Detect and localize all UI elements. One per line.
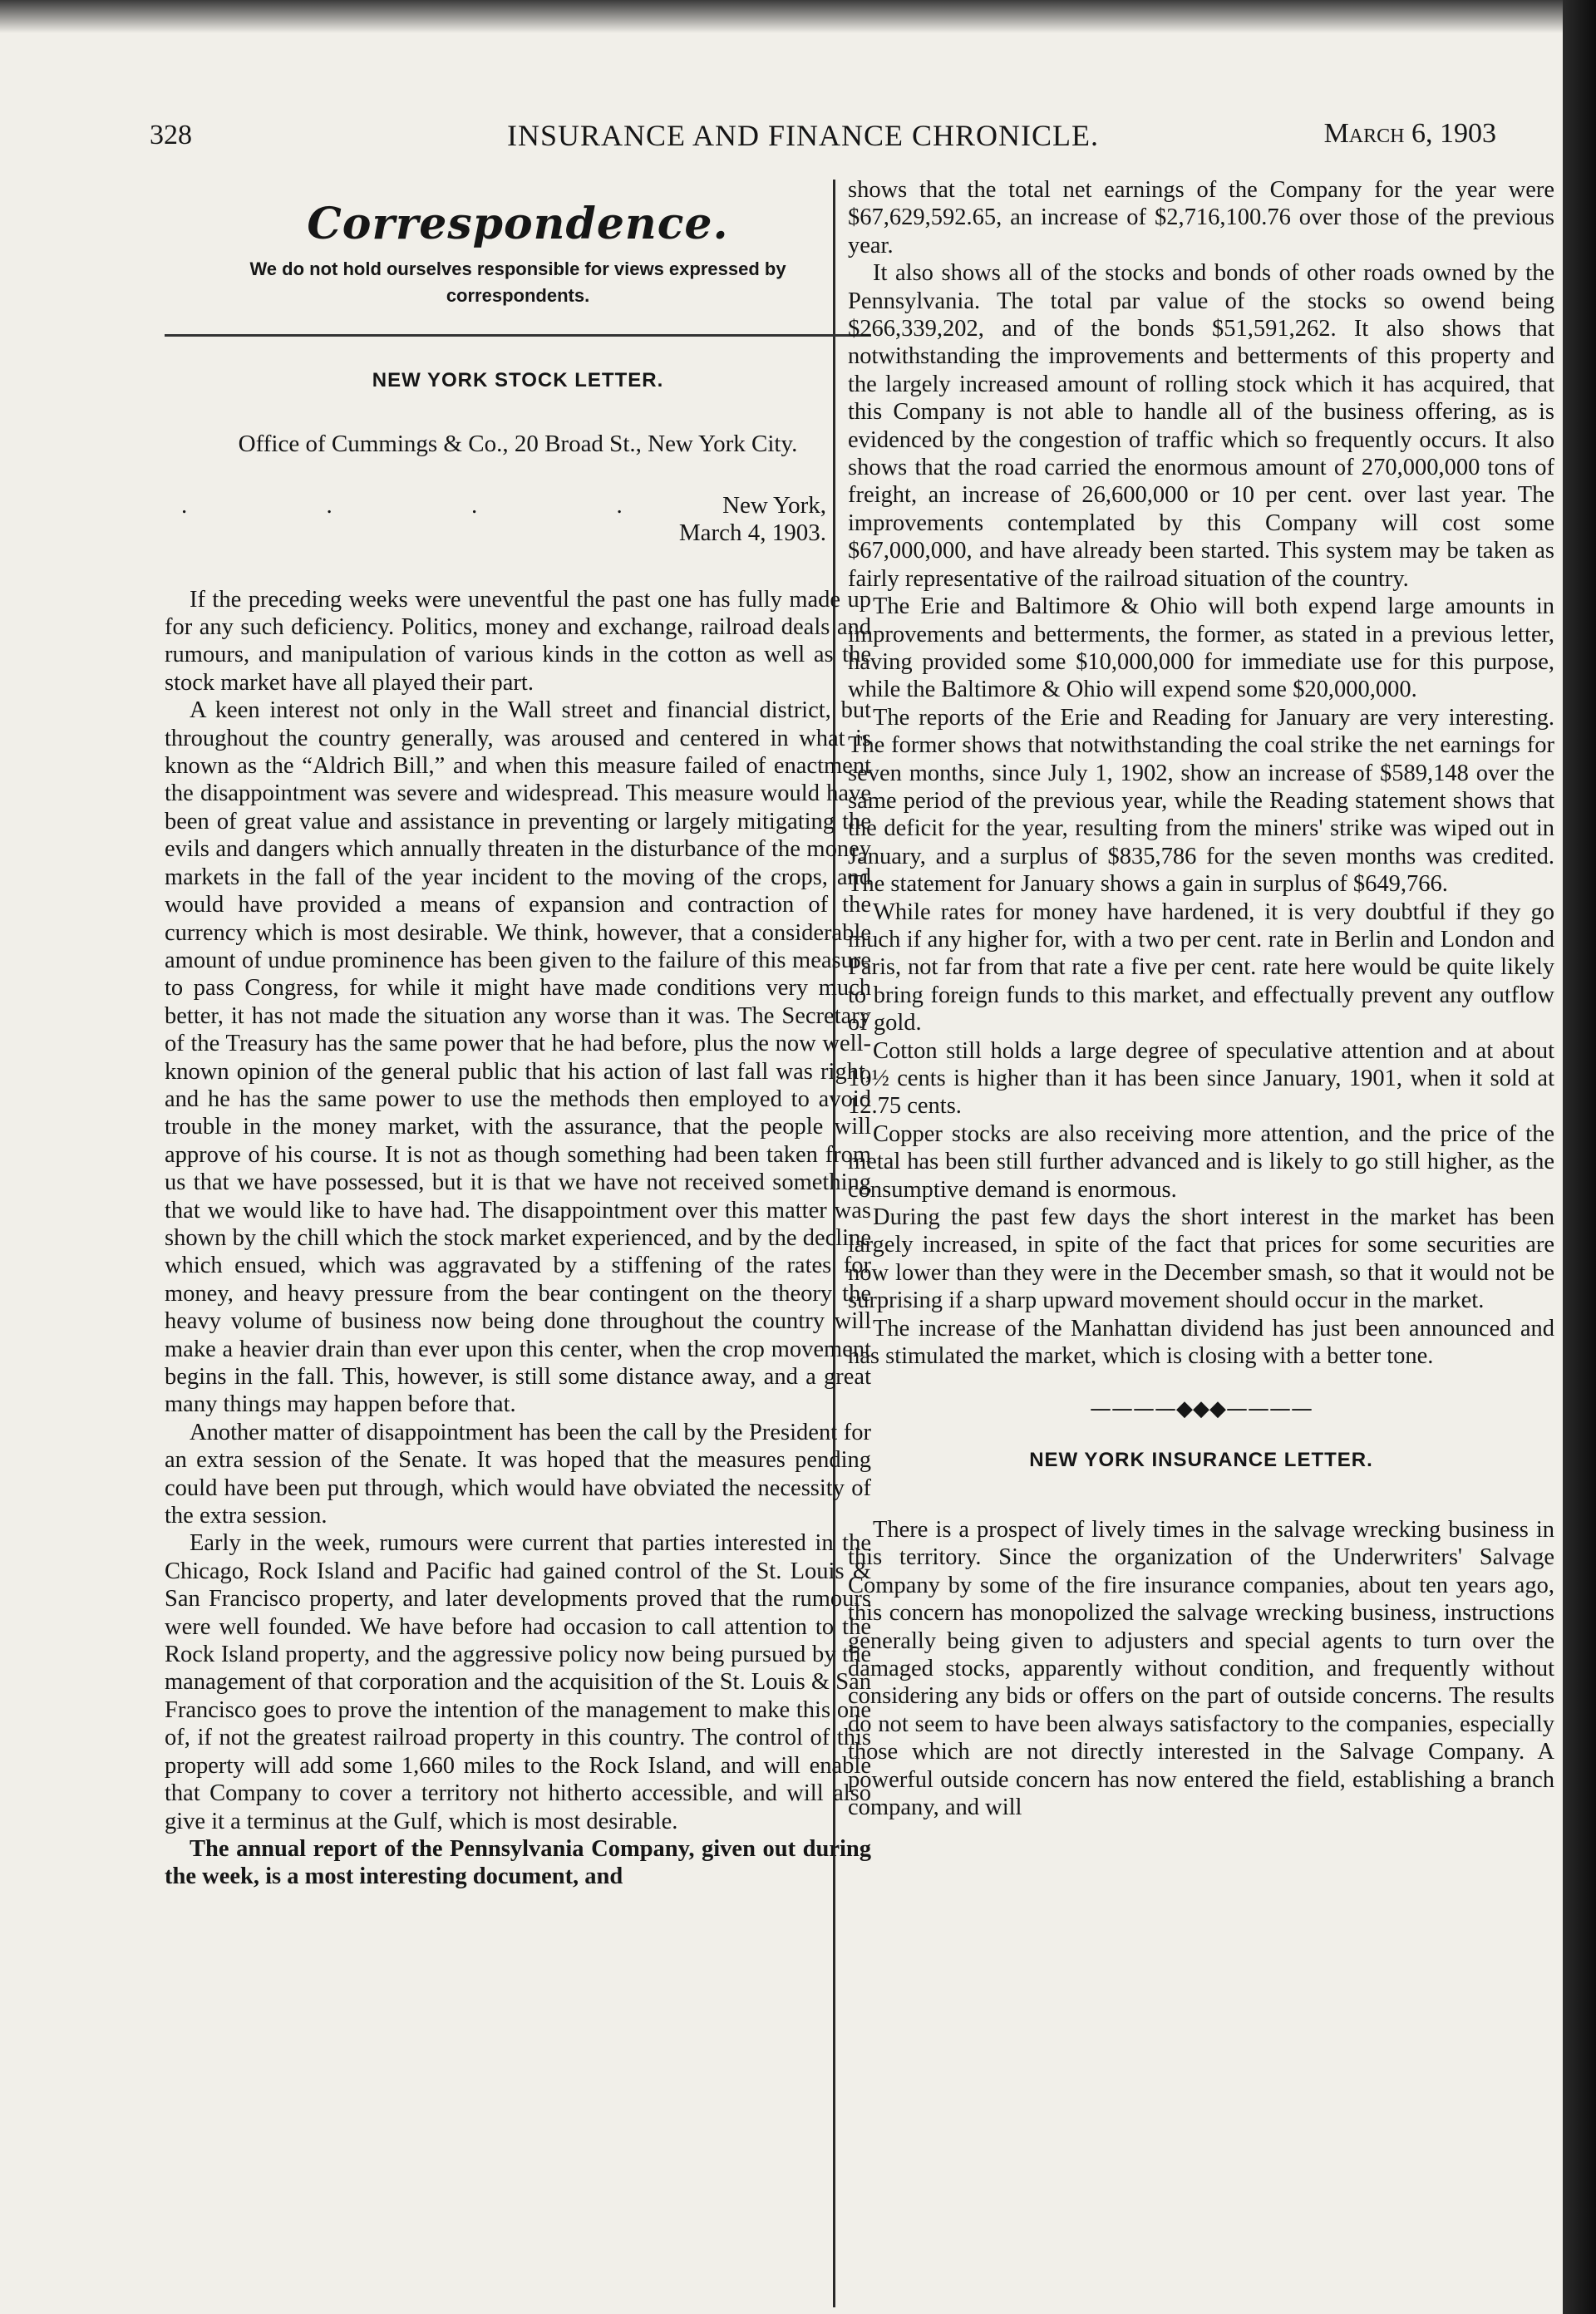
scan-shadow: [0, 0, 1563, 33]
scan-edge: [1563, 0, 1596, 2314]
page-header: [150, 115, 1496, 156]
article-paragraph: The Erie and Baltimore & Ohio will both expend large amounts in improvements and betterments, the former, as stated in a previous letter, having provided some $10,000,000 for immediate use for this purpose, while the Baltimore & Ohio will expend some $20,000,000.: [848, 593, 1554, 703]
article-paragraph: If the preceding weeks were uneventful the past one has fully made up for any such deficiency. Politics, money and exchange, railroad deals and rumours, and manipulation of various kinds in the cotton as well as the stock market have all played their part.: [165, 586, 871, 696]
insurance-letter-title: NEW YORK INSURANCE LETTER.: [1029, 1449, 1373, 1472]
stock-letter-dateline-row: [165, 492, 826, 548]
article-paragraph: There is a prospect of lively times in the salvage wrecking business in this territory. Since the organization of the Underwriters' Salvage Company by some of the fire insurance companies, about ten years ago, this concern has monopolized the salvage wrecking business, instructions generally being given to adjusters and special agents to turn over the damaged stocks, apparently without condition, and frequently without considering any bids or offers on the part of outside concerns. The results do not seem to have been always satisfactory to the companies, especially those which are not directly interested in the Salvage Company. A powerful outside concern has now entered the field, establishing a branch company, and will: [848, 1516, 1554, 1820]
left-column: [165, 183, 871, 1891]
right-column: [848, 176, 1554, 1821]
article-paragraph: The reports of the Erie and Reading for January are very interesting. The former shows that notwithstanding the coal strike the net earnings for seven months, since July 1, 1902, show an increase of $589,148 over the same period of the previous year, while the Reading statement shows that the deficit for the year, resulting from the miners' strike was wiped out in January, and a surplus of $835,786 for the seven months was credited. The statement for January shows a gain in surplus of $649,766.: [848, 704, 1554, 898]
section-ornament: ————◆◆◆————: [1090, 1396, 1313, 1422]
article-paragraph: Copper stocks are also receiving more attention, and the price of the metal has been still further advanced and is likely to go still higher, as the consumptive demand is enormous.: [848, 1120, 1554, 1203]
article-paragraph: The annual report of the Pennsylvania Company, given out during the week, is a most interesting document, and: [165, 1835, 871, 1890]
section-rule: [165, 334, 871, 337]
editorial-disclaimer: We do not hold ourselves responsible for views expressed by correspondents.: [249, 258, 786, 306]
article-paragraph: Early in the week, rumours were current that parties interested in the Chicago, Rock Island and Pacific had gained control of the St. Louis & San Francisco property, and later developments proved that the rumours were well founded. We have before had occasion to call attention to the Rock Island property, and the aggressive policy now being pursued by the management of that corporation and the acquisition of the St. Louis & San Francisco goes to prove the intention of the management to make this one of, if not the greatest railroad property in this country. The control of this property will add some 1,660 miles to the Rock Island, and will enable that Company to cover a territory not hitherto accessible, and will also give it a terminus at the Gulf, which is most desirable.: [165, 1530, 871, 1834]
article-paragraph: Cotton still holds a large degree of speculative attention and at about 10½ cents is higher than it has been since January, 1901, when it sold at 12.75 cents.: [848, 1037, 1554, 1120]
stock-letter-title: NEW YORK STOCK LETTER.: [372, 369, 664, 391]
page-number: 328: [150, 120, 192, 150]
article-paragraph: A keen interest not only in the Wall street and financial district, but throughout the country generally, was aroused and centered in what is known as the “Aldrich Bill,” and when this measure failed of enactment the disappointment was severe and widespread. This measure would have been of great value and assistance in preventing or largely mitigating the evils and dangers which annually threaten in the disturbance of the money markets in the fall of the year incident to the moving of the crops, and would have provided a means of expansion and contraction of the currency which is most desirable. We think, however, that a considerable amount of undue prominence has been given to the failure of this measure to pass Congress, for while it might have made conditions very much better, it has not made the situation any worse than it was. The Secretary of the Treasury has the same power that he had before, plus the now well-known opinion of the general public that his action of last fall was right, and he has the same power to use the methods then employed to avoid trouble in the money market, with the assurance, that the people will approve of his course. It is not as though something had been taken from us that we have possessed, but it is that we have not received something that we would like to have had. The disappointment over this matter was shown by the chill which the stock market experienced, and by the decline which ensued, which was aggravated by a stiffening of the rates for money, and heavy pressure from the bear contingent on the theory the heavy volume of business now being done throughout the country will make a heavier drain than ever upon this center, when the crop movement begins in the fall. This, however, is still some distance away, and a great many things may happen before that.: [165, 697, 871, 1418]
article-paragraph: shows that the total net earnings of the Company for the year were $67,629,592.65, an increase of $2,716,100.76 over those of the previous year.: [848, 177, 1554, 258]
section-heading: Correspondence.: [307, 199, 729, 249]
dateline-marks: . . . .: [181, 491, 689, 519]
issue-date: March 6, 1903: [1323, 118, 1496, 149]
publication-title: INSURANCE AND FINANCE CHRONICLE.: [507, 119, 1100, 152]
article-paragraph: Another matter of disappointment has been the call by the President for an extra session of the Senate. It was hoped that the measures pending could have been put through, which would have obviated the necessity of the extra session.: [165, 1419, 871, 1529]
stock-letter-byline: Office of Cummings & Co., 20 Broad St., New York City.: [238, 431, 798, 458]
article-paragraph: It also shows all of the stocks and bonds of other roads owned by the Pennsylvania. The total par value of the stocks so owend being $266,339,202, and of the bonds $51,591,262. It also shows that notwithstanding the improvements and betterments of this property and the largely increased amount of rolling stock which it has acquired, that this Company is not able to handle all of the business offering, as is evidenced by the congestion of traffic which so frequently occurs. It also shows that the road carried the enormous amount of 270,000,000 tons of freight, an increase of 26,600,000 or 10 per cent. over last year. The improvements contemplated by this Company will cost some $67,000,000, and have already been started. This system may be taken as fairly representative of the railroad situation of the country.: [848, 260, 1554, 592]
stock-letter-dateline: New York, March 4, 1903.: [678, 491, 826, 547]
article-paragraph: While rates for money have hardened, it is very doubtful if they go much if any higher for, with a two per cent. rate in Berlin and London and Paris, not far from that rate a five per cent. rate here would be quite likely to bring foreign funds to this market, and effectually prevent any outflow of gold.: [848, 899, 1554, 1036]
article-paragraph: The increase of the Manhattan dividend has just been announced and has stimulated the market, which is closing with a better tone.: [848, 1315, 1554, 1370]
article-paragraph: During the past few days the short interest in the market has been largely increased, in spite of the fact that prices for some securities are now lower than they were in the December smash, so that it would not be surprising if a sharp upward movement should occur in the market.: [848, 1204, 1554, 1314]
